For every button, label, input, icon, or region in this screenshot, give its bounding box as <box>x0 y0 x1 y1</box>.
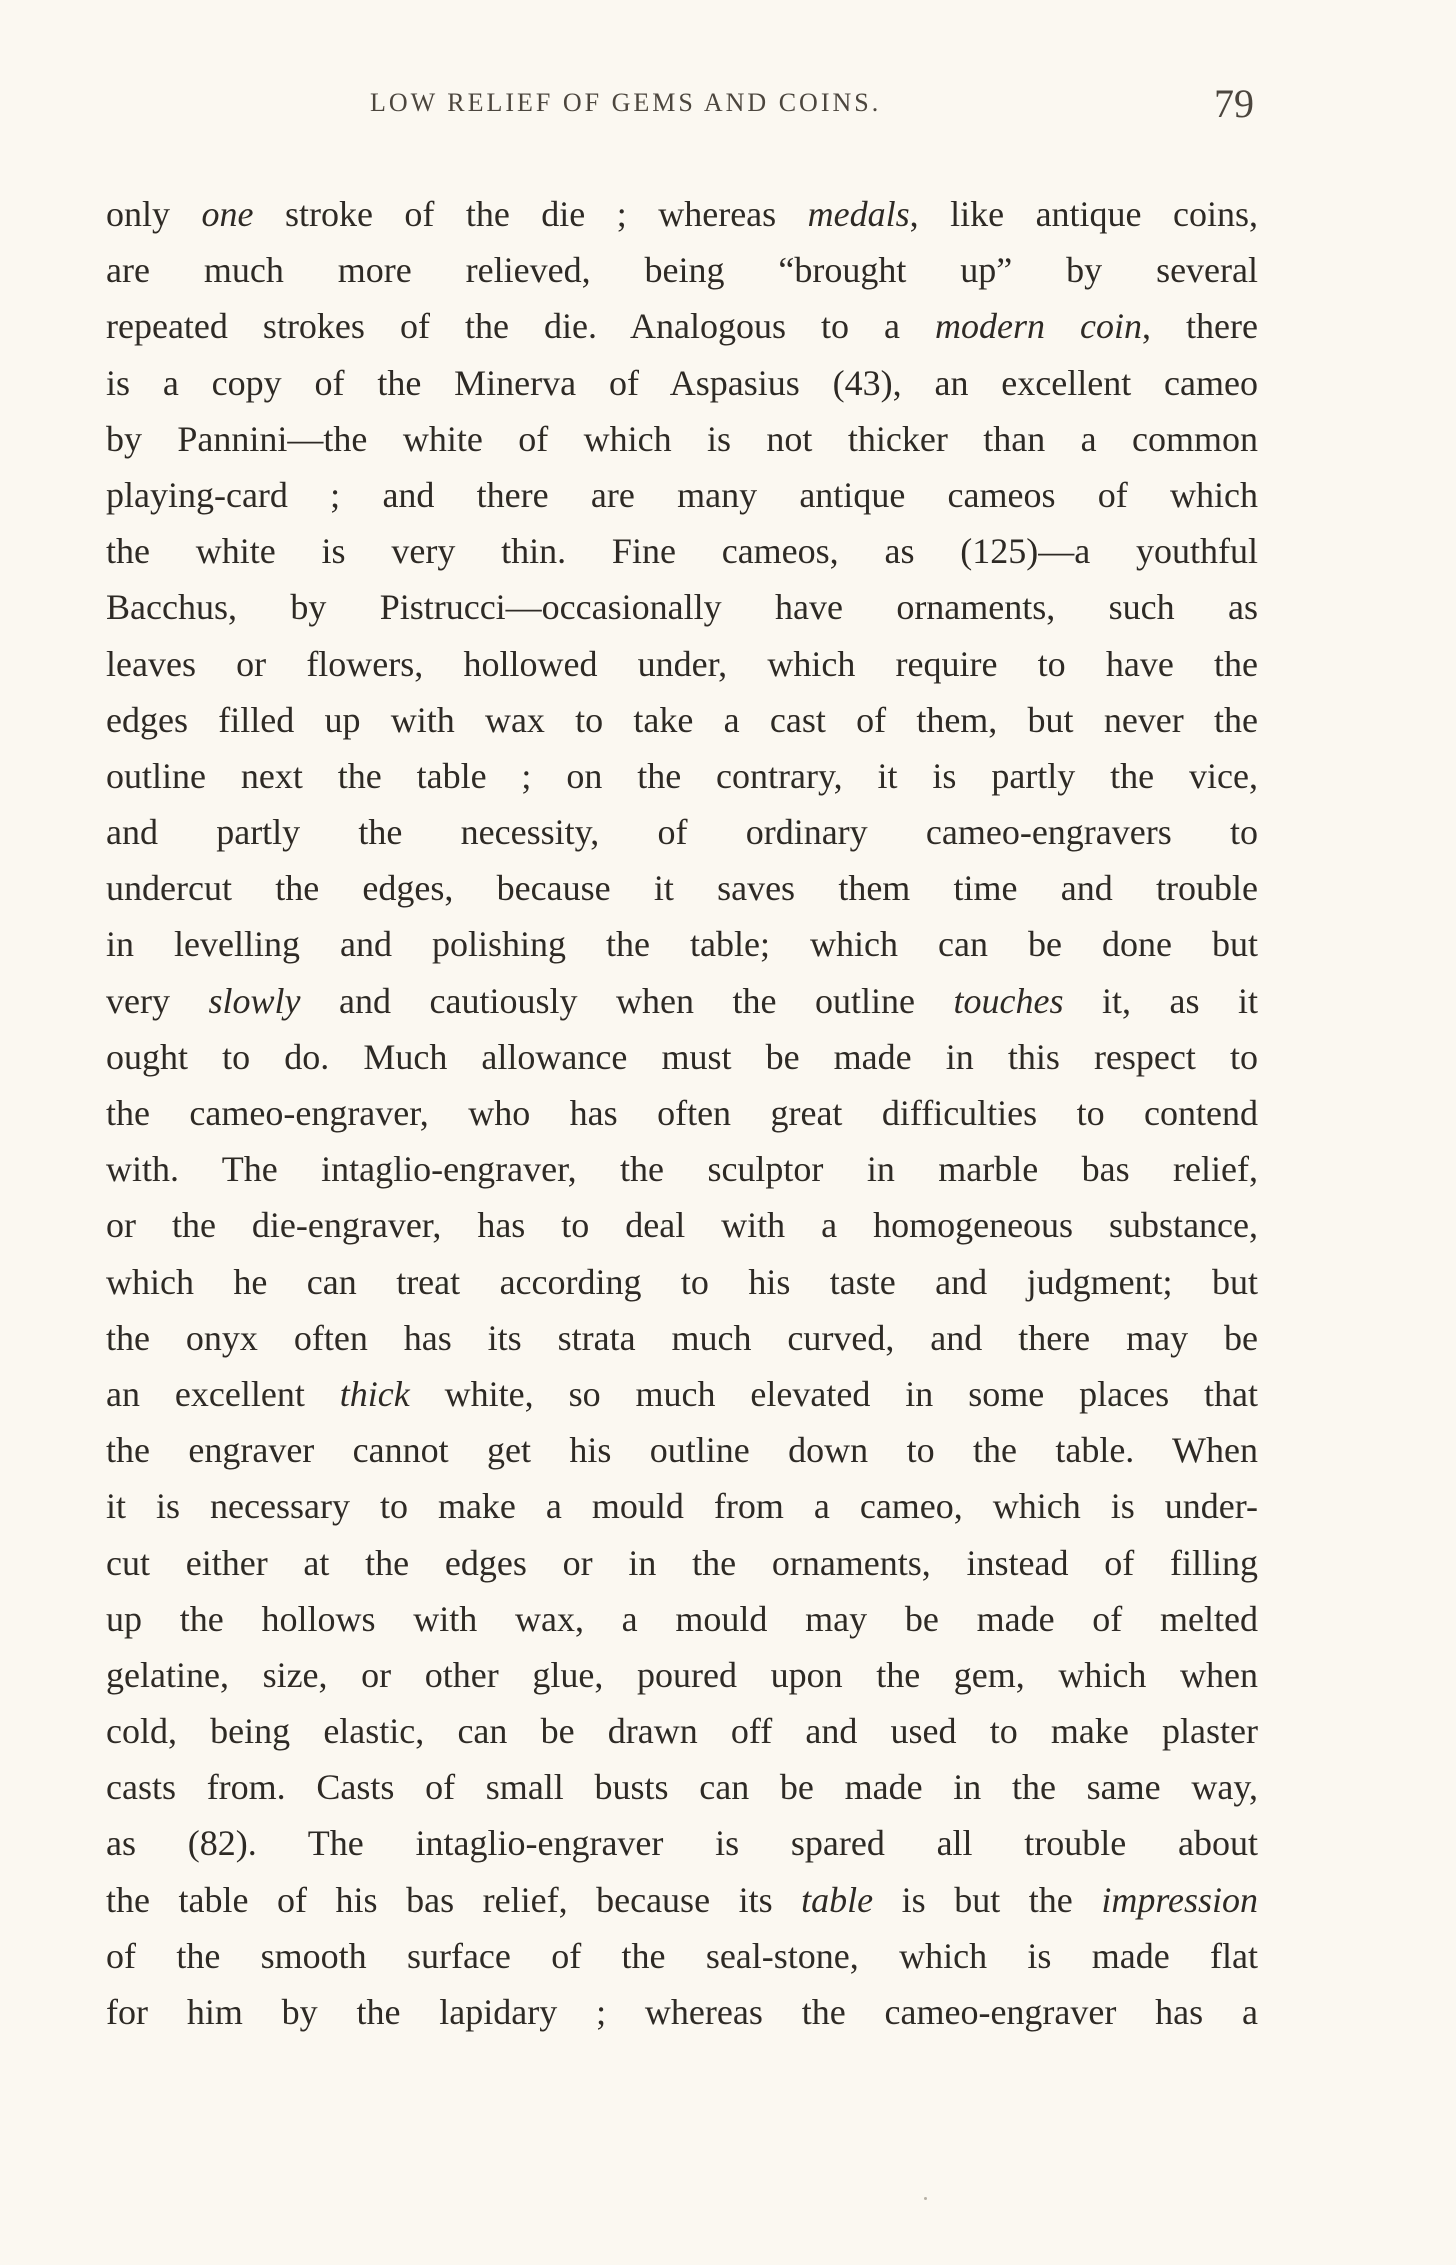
text-run: is a copy of the Minerva of Aspasius (43), an excellent cameo <box>106 362 1258 403</box>
italic-text-run: one <box>201 194 254 234</box>
text-line <box>106 467 1258 523</box>
text-line <box>106 692 1258 748</box>
text-run: it, as it <box>1063 980 1258 1021</box>
text-line <box>106 1197 1258 1253</box>
text-line <box>106 1984 1258 2040</box>
text-line <box>106 860 1258 916</box>
italic-text-run: impression <box>1101 1879 1258 1920</box>
text-run: repeated strokes of the die. Analogous to a <box>106 306 936 347</box>
text-line <box>106 636 1258 692</box>
text-line <box>106 1422 1258 1478</box>
text-run: up the hollows with wax, a mould may be made of melted <box>106 1598 1258 1639</box>
text-run: of the smooth surface of the seal-stone, which is made flat <box>106 1935 1258 1976</box>
text-line <box>106 1872 1258 1928</box>
text-run: which he can treat according to his taste and judgment; but <box>106 1261 1258 1302</box>
italic-text-run: medals <box>807 194 910 234</box>
paper-speck <box>924 2197 927 2200</box>
italic-text-run: slowly <box>208 980 301 1021</box>
text-line <box>106 242 1258 298</box>
text-run: in levelling and polishing the table; which can be done but <box>106 924 1258 965</box>
page-number: 79 <box>1214 81 1254 126</box>
text-run: an excellent <box>106 1373 340 1414</box>
text-line <box>106 1591 1258 1647</box>
text-run: white, so much elevated in some places that <box>409 1373 1258 1414</box>
italic-text-run: modern coin <box>935 306 1143 347</box>
text-line <box>106 1085 1258 1141</box>
text-line <box>106 355 1258 411</box>
text-run: undercut the edges, because it saves them time and trouble <box>106 868 1258 909</box>
text-run: the cameo-engraver, who has often great difficulties to contend <box>106 1093 1258 1133</box>
italic-text-run: touches <box>953 980 1064 1021</box>
text-run: for him by the lapidary ; whereas the cameo-engraver has a <box>106 1992 1258 2032</box>
text-line <box>106 1535 1258 1591</box>
italic-text-run: table <box>801 1879 874 1920</box>
text-line <box>106 1815 1258 1871</box>
text-line <box>106 1759 1258 1815</box>
text-run: very <box>106 980 209 1021</box>
text-run: is but the <box>873 1879 1102 1920</box>
text-run: , there <box>1142 306 1259 347</box>
text-line <box>106 1029 1258 1085</box>
text-line <box>106 916 1258 972</box>
text-line <box>106 1141 1258 1197</box>
text-line <box>106 1928 1258 1984</box>
text-run: , like antique coins, <box>909 194 1258 234</box>
text-line <box>106 1366 1258 1422</box>
text-line <box>106 579 1258 635</box>
text-run: as (82). The intaglio-engraver is spared all trouble about <box>106 1823 1258 1864</box>
italic-text-run: thick <box>339 1373 410 1414</box>
text-run: playing-card ; and there are many antique cameos of which <box>106 474 1258 515</box>
text-run: cut either at the edges or in the ornaments, instead of filling <box>106 1542 1258 1583</box>
text-run: the engraver cannot get his outline down to the table. When <box>106 1430 1258 1471</box>
text-run: outline next the table ; on the contrary, it is partly the vice, <box>106 755 1258 796</box>
text-run: the white is very thin. Fine cameos, as (125)—a youthful <box>106 531 1258 572</box>
text-run: edges filled up with wax to take a cast of them, but never the <box>106 699 1258 740</box>
text-line <box>106 298 1258 354</box>
text-line <box>106 411 1258 467</box>
text-run: the table of his bas relief, because its <box>106 1879 802 1920</box>
text-line <box>106 1254 1258 1310</box>
text-line <box>106 1703 1258 1759</box>
text-line <box>106 804 1258 860</box>
text-run: casts from. Casts of small busts can be made in the same way, <box>106 1767 1258 1808</box>
text-run: Bacchus, by Pistrucci—occasionally have ornaments, such as <box>106 587 1258 628</box>
text-run: gelatine, size, or other glue, poured upon the gem, which when <box>106 1654 1258 1695</box>
text-run: and cautiously when the outline <box>300 980 954 1021</box>
text-run: it is necessary to make a mould from a cameo, which is under- <box>106 1486 1258 1527</box>
text-line <box>106 186 1258 242</box>
text-line <box>106 973 1258 1029</box>
text-line <box>106 1478 1258 1534</box>
running-head: LOW RELIEF OF GEMS AND COINS. <box>370 88 882 117</box>
body-text <box>106 186 1258 2040</box>
text-line <box>106 523 1258 579</box>
text-run: are much more relieved, being “brought up” by several <box>106 250 1258 291</box>
text-run: only <box>106 194 202 234</box>
text-run: leaves or flowers, hollowed under, which require to have the <box>106 643 1258 684</box>
text-run: ought to do. Much allowance must be made in this respect to <box>106 1036 1258 1077</box>
text-run: with. The intaglio-engraver, the sculptor in marble bas relief, <box>106 1149 1258 1190</box>
text-run: or the die-engraver, has to deal with a homogeneous substance, <box>106 1205 1258 1246</box>
text-run: cold, being elastic, can be drawn off and used to make plaster <box>106 1711 1258 1752</box>
text-run: by Pannini—the white of which is not thicker than a common <box>106 418 1258 459</box>
text-run: and partly the necessity, of ordinary cameo-engravers to <box>106 812 1258 853</box>
text-run: the onyx often has its strata much curved, and there may be <box>106 1317 1258 1358</box>
text-run: stroke of the die ; whereas <box>253 194 808 234</box>
text-line <box>106 1647 1258 1703</box>
text-line <box>106 1310 1258 1366</box>
text-line <box>106 748 1258 804</box>
